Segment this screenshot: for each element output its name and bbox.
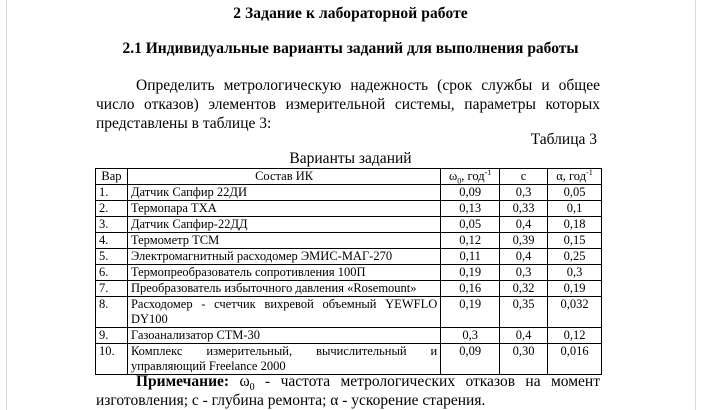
row-composition: Электромагнитный расходомер ЭМИС-МАГ-270 [127,249,440,265]
row-omega: 0,12 [441,233,500,249]
intro-paragraph: Определить метрологическую надежность (срок службы и общее число отказов) элементов измерительной системы, параметры которых представлены в таблице 3: [96,77,600,132]
row-alpha: 0,15 [548,233,602,249]
row-alpha: 0,05 [548,185,602,201]
row-c: 0,3 [500,185,548,201]
row-composition: Датчик Сапфир-22ДД [127,217,440,233]
row-omega: 0,11 [441,249,500,265]
row-c: 0,4 [500,217,548,233]
note-label: Примечание: [136,373,230,390]
row-alpha: 0,25 [548,249,602,265]
header-variant: Вар [96,169,128,185]
table-label: Таблица 3 [530,131,597,148]
row-c: 0,30 [500,344,548,375]
row-alpha: 0,1 [548,201,602,217]
note-omega-symbol: ω [239,373,250,390]
row-number: 6. [96,265,128,281]
variants-table [95,168,602,375]
header-c: с [500,169,548,185]
row-composition [127,297,440,328]
table-row [96,265,602,281]
omega-superscript: -1 [484,167,492,177]
row-c: 0,39 [500,233,548,249]
row-composition: Термометр ТСМ [127,233,440,249]
row-omega: 0,19 [441,265,500,281]
omega-symbol: ω [448,169,458,183]
row-omega: 0,19 [441,297,500,328]
table-row [96,249,602,265]
row-alpha: 0,19 [548,281,602,297]
row-c: 0,32 [500,281,548,297]
table-row [96,185,602,201]
note-paragraph [96,372,600,410]
row-c: 0,33 [500,201,548,217]
row-omega: 0,16 [441,281,500,297]
alpha-superscript: -1 [586,167,593,177]
row-number: 5. [96,249,128,265]
row-alpha: 0,12 [548,328,602,344]
row-composition: Термопреобразователь сопротивления 100П [127,265,440,281]
page-right-edge [695,0,696,410]
subsection-heading: 2.1 Индивидуальные варианты заданий для выполнения работы [122,40,579,57]
row-number: 9. [96,328,128,344]
table-row [96,281,602,297]
row-omega: 0,13 [441,201,500,217]
row-omega: 0,09 [441,185,500,201]
table-header-row [96,169,602,185]
row-composition: Датчик Сапфир 22ДИ [127,185,440,201]
row-omega: 0,05 [441,217,500,233]
row-c: 0,4 [500,249,548,265]
section-heading: 2 Задание к лабораторной работе [233,5,468,22]
note-omega-subscript: 0 [249,382,255,394]
row-composition: Газоанализатор СТМ-30 [127,328,440,344]
table-title: Варианты заданий [289,150,412,167]
row-composition [127,344,440,375]
header-alpha [548,169,602,185]
page-left-edge [6,0,7,410]
row-alpha: 0,3 [548,265,602,281]
row-c: 0,35 [500,297,548,328]
table-row [96,297,602,328]
row-alpha: 0,032 [548,297,602,328]
row-number: 10. [96,344,128,375]
row-composition: Преобразователь избыточного давления «Rosemount» [127,281,440,297]
row-composition-line2: управляющий Freelance 2000 [130,359,286,373]
row-composition-line1: Комплекс измерительный, вычислительный и [130,344,438,358]
row-number: 8. [96,297,128,328]
table-row [96,201,602,217]
row-composition-line2: DY100 [130,312,168,326]
row-number: 4. [96,233,128,249]
row-number: 7. [96,281,128,297]
table-row [96,217,602,233]
row-c: 0,4 [500,328,548,344]
row-composition-line1: Расходомер - счетчик вихревой объемный YEWFLO [130,297,438,311]
row-number: 1. [96,185,128,201]
row-alpha: 0,18 [548,217,602,233]
alpha-text: α, год [556,169,587,183]
row-number: 2. [96,201,128,217]
row-omega: 0,09 [441,344,500,375]
note-text: - частота метрологических отказов на момент изготовления; с - глубина ремонта; α - ускорение старения. [96,373,600,409]
table-row [96,344,602,375]
row-number: 3. [96,217,128,233]
table-row [96,328,602,344]
omega-subscript: 0 [457,176,462,186]
omega-unit: , год [461,169,485,183]
row-alpha: 0,016 [548,344,602,375]
header-composition: Состав ИК [127,169,440,185]
header-omega [441,169,500,185]
row-c: 0,3 [500,265,548,281]
row-composition: Термопара ТХА [127,201,440,217]
table-row [96,233,602,249]
row-omega: 0,3 [441,328,500,344]
